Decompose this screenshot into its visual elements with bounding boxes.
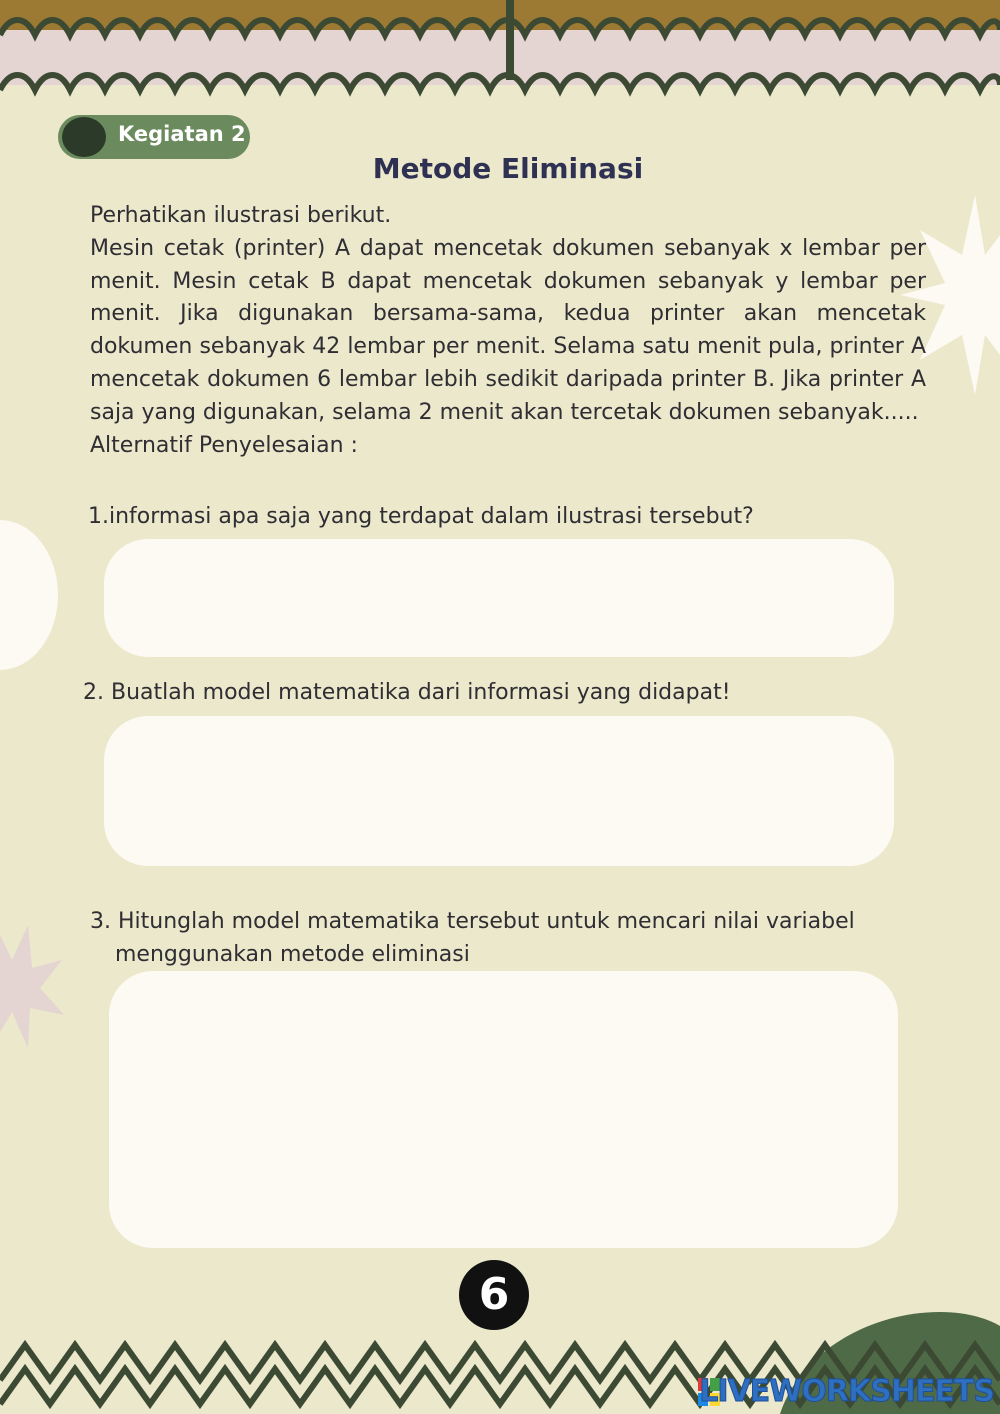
intro-line: Perhatikan ilustrasi berikut. — [90, 203, 392, 228]
question-3-line-2: menggunakan metode eliminasi — [115, 942, 470, 967]
watermark-text: LIVEWORKSHEETS — [699, 1374, 994, 1409]
star-decoration-left — [0, 920, 70, 1050]
activity-badge-label: Kegiatan 2 — [118, 122, 246, 146]
top-wave-border — [0, 0, 1000, 110]
circle-decoration-left — [0, 520, 60, 670]
question-3-line-1: 3. Hitunglah model matematika tersebut untuk mencari nilai variabel — [90, 909, 855, 934]
answer-box-2[interactable] — [104, 716, 894, 866]
answer-box-3[interactable] — [109, 971, 898, 1248]
question-1: 1.informasi apa saja yang terdapat dalam ilustrasi tersebut? — [88, 504, 754, 529]
problem-paragraph: Mesin cetak (printer) A dapat mencetak dokumen sebanyak x lembar per menit. Mesin cetak B dapat mencetak dokumen sebanyak y lembar per menit. Jika digunakan bersama-sama, kedua printer akan mencetak dokumen sebanyak 42 lembar per menit. Selama satu menit pula, printer A mencetak dokumen 6 lembar lebih sedikit daripada printer B. Jika printer A saja yang digunakan, selama 2 menit akan tercetak dokumen sebanyak..... — [90, 235, 926, 425]
question-2: 2. Buatlah model matematika dari informasi yang didapat! — [83, 680, 731, 705]
problem-statement — [90, 200, 926, 462]
badge-dot-icon — [62, 117, 106, 157]
answer-box-1[interactable] — [104, 539, 894, 657]
question-3 — [90, 905, 855, 971]
page-title: Metode Eliminasi — [372, 152, 644, 185]
page-number: 6 — [459, 1260, 529, 1330]
solution-label: Alternatif Penyelesaian : — [90, 432, 358, 458]
